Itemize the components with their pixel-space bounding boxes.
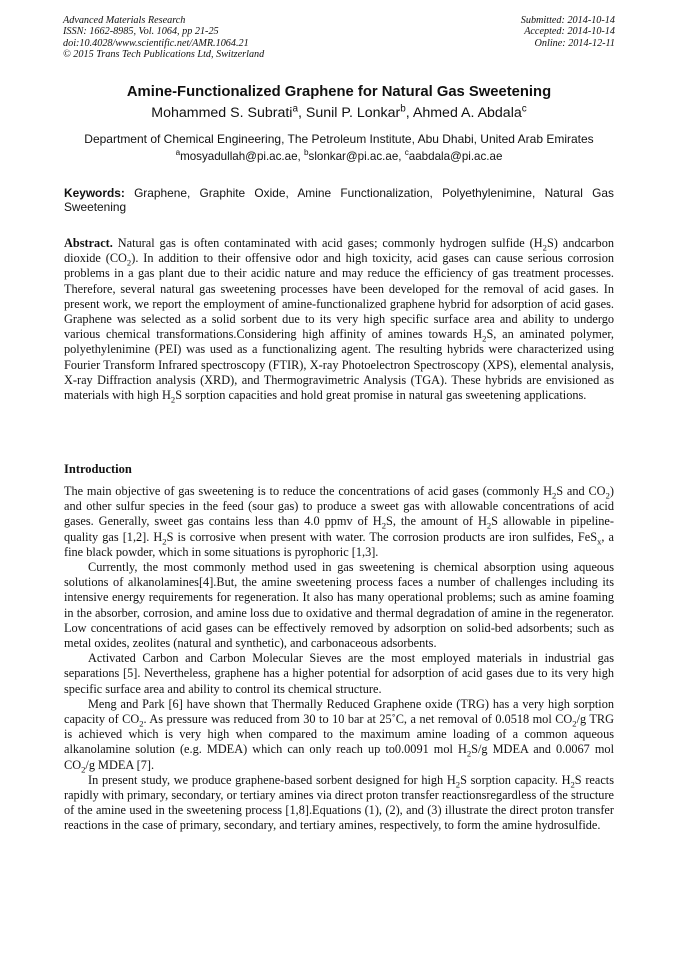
email-list: $^a$mosyadullah@pi.ac.ae, $^b$slonkar@pi.ac.ae, $^c$aabdala@pi.ac.ae (175, 148, 503, 163)
author-name: Ahmed A. Abdala (412, 105, 522, 121)
introduction-body (64, 484, 614, 834)
accepted-date: Accepted: 2014-10-14 (524, 26, 615, 38)
journal-name: Advanced Materials Research (63, 15, 186, 26)
online-date: Online: 2014-12-11 (534, 37, 615, 49)
intro-paragraph: In present study, we produce graphene-based sorbent designed for high $H_2S$ sorption capacity. $H_2S$ reacts rapidly with primary, secondary, or tertiary amines via direct proton transfer reactionsregardless of the structure of the amine used in the sweetening process [1,8].Equations (1), (2), and (3) illustrate the direct proton transfer reactions in the case of primary, secondary, and tertiary amines, respectively, to form the amine hydrosulfide. (64, 772, 614, 833)
email-address[interactable]: aabdala@pi.ac.ae (408, 150, 503, 163)
issn-line: ISSN: 1662-8985, Vol. 1064, pp 21-25 (63, 26, 219, 38)
author-name: Mohammed S. Subrati (151, 105, 293, 121)
paper-title: Amine-Functionalized Graphene for Natural Gas Sweetening (126, 84, 552, 100)
author-affil-mark: c (521, 103, 527, 115)
abstract-label: Abstract. (64, 236, 113, 250)
author-name: Sunil P. Lonkar (305, 105, 401, 121)
keywords-label: Keywords: (64, 186, 125, 200)
intro-paragraph: Activated Carbon and Carbon Molecular Sieves are the most employed materials in industrial gas separations [5]. Nevertheless, graphene has a higher potential for adsorption of acid gases due to its very high specific surface area and ability to control its chemical structure. (64, 651, 614, 696)
copyright-line: © 2015 Trans Tech Publications Ltd, Switzerland (63, 48, 265, 60)
author-affil-mark: b (400, 103, 406, 115)
email-address[interactable]: mosyadullah@pi.ac.ae (180, 150, 298, 163)
email-mark: a (175, 148, 181, 158)
author-affil-mark: a (292, 103, 298, 115)
author-list: Mohammed S. Subrati$^a$, Sunil P. Lonkar$^b$, Ahmed A. Abdala$^c$ (151, 103, 527, 121)
journal-header-right (521, 15, 615, 49)
abstract-block (64, 236, 614, 403)
intro-paragraph: The main objective of gas sweetening is to reduce the concentrations of acid gases (commonly $H_2S$ and $CO_2$) and other sulfur species in the feed (sour gas) to produce a sweet gas with allowable concentrations of acid gases. Generally, sweet gas contains less than 4.0 ppmv of $H_2S$, the amount of $H_2S$ allowable in pipeline-quality gas [1,2]. $H_2S$ is corrosive when present with water. The corrosion products are iron sulfides, FeS$_x$, a fine black powder, which in some situations is pyrophoric [1,3]. (64, 484, 614, 559)
email-mark: b (304, 148, 309, 158)
email-mark: c (404, 148, 409, 158)
intro-paragraph: Meng and Park [6] have shown that Thermally Reduced Graphene oxide (TRG) has a very high sorption capacity of $CO_2$. As pressure was reduced from 30 to 10 bar at 25˚C, a net removal of 0.0518 mol $CO_2/g$ TRG is achieved which is very high when compared to the maximum amine loading of a common aqueous alkanolamine solution (e.g. MDEA) which can only reach up to0.0091 mol $H_2S/g$ MDEA and 0.0067 mol $CO_2/g$ MDEA [7]. (64, 696, 615, 775)
introduction-heading: Introduction (64, 462, 132, 476)
submitted-date: Submitted: 2014-10-14 (520, 15, 615, 26)
affiliation: Department of Chemical Engineering, The Petroleum Institute, Abu Dhabi, United Arab Emirates (84, 132, 594, 146)
intro-paragraph: Currently, the most commonly method used in gas sweetening is chemical absorption using aqueous solutions of alkanolamines[4].But, the amine sweetening process faces a number of challenges including its intensive energy requirements for regeneration. It also has many operational problems; such as amine foaming in the absorber, corrosion, and amine loss due to oxidative and thermal degradation of amine in the regenerator. Low concentrations of acid gases can be effectively removed by adsorption on solid-bed adsorbents; such as metal oxides, zeolites (natural and synthetic), and carbonaceous adsorbents. (64, 560, 614, 651)
keywords-block (64, 186, 614, 214)
doi-line: doi:10.4028/www.scientific.net/AMR.1064.21 (63, 37, 249, 49)
journal-header-left (63, 15, 264, 60)
email-address[interactable]: slonkar@pi.ac.ae (308, 150, 399, 163)
keywords-text: Graphene, Graphite Oxide, Amine Functionalization, Polyethylenimine, Natural Gas Sweetening (64, 186, 614, 214)
abstract-text: Natural gas is often contaminated with acid gases; commonly hydrogen sulfide $(H_2S)$ andcarbon dioxide $(CO_2)$. In addition to their offensive odor and high toxicity, acid gases can cause serious corrosion problems in a gas plant due to their acidic nature and may reduce the efficiency of gas treatment processes. Therefore, several natural gas sweetening processes have been developed for the removal of acid gases. In present work, we report the employment of amine-functionalized graphene hybrid for adsorption of acid gases. Graphene was selected as a solid sorbent due to its very high specific surface area and ability to undergo various chemical transformations.Considering high affinity of amines towards $H_2S$, an aminated polymer, polyethylenimine (PEI) was used as a functionalizing agent. The resulting hybrids were characterized using Fourier Transform Infrared spectroscopy (FTIR), X-ray Photoelectron Spectroscopy (XPS), elemental analysis, X-ray Diffraction analysis (XRD), and Thermogravimetric Analysis (TGA). These hybrids are envisioned as materials with high $H_2S$ sorption capacities and hold great promise in natural gas sweetening applications. (64, 236, 615, 405)
